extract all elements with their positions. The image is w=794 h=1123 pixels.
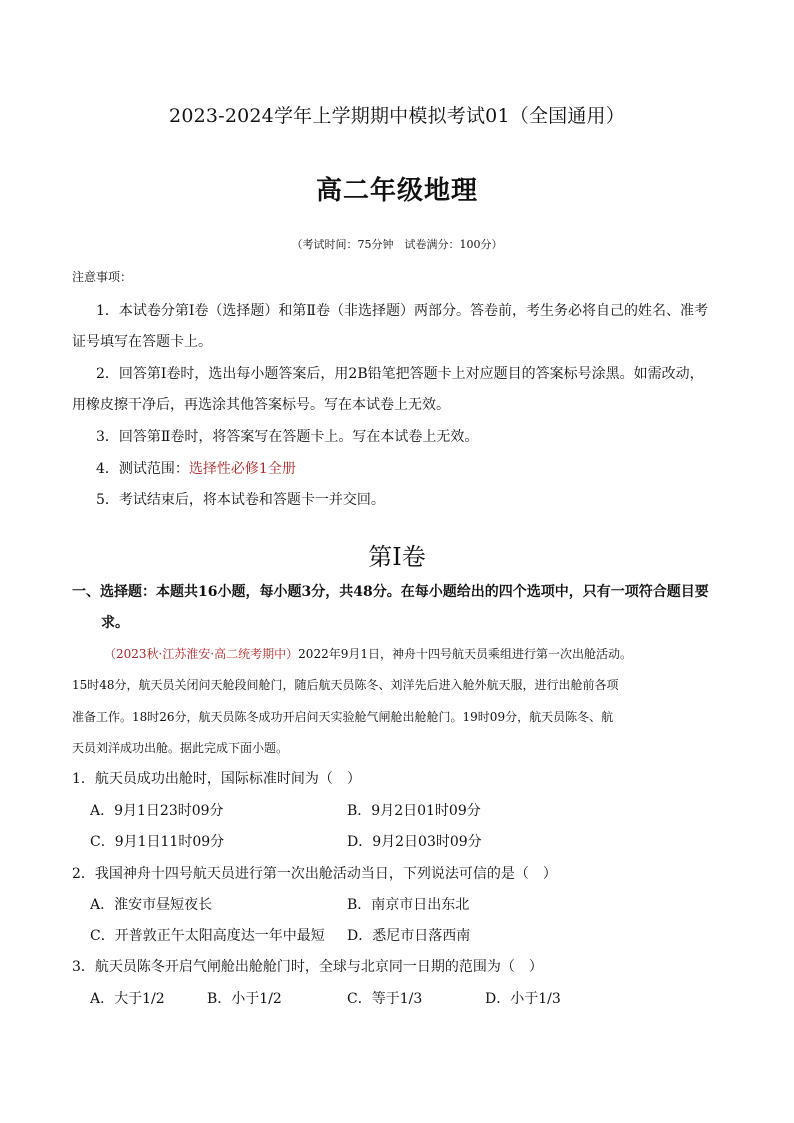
section-instructions-b: 求。 [101,615,129,631]
section-title: 第Ⅰ卷 [368,543,426,571]
note-1b: 证号填写在答题卡上。 [72,334,212,350]
question-2-option-d: D．悉尼市日落西南 [347,928,471,944]
question-3-option-d: D．小于1/3 [485,991,561,1007]
notes-heading: 注意事项： [72,270,133,284]
question-3-option-a: A．大于1/2 [90,991,165,1007]
passage-line-2: 15时48分，航天员关闭问天舱段间舱门，随后航天员陈冬、刘洋先后进入舱外航天服，进行出舱前各项 [72,678,619,692]
question-3-stem: 3．航天员陈冬开启气闸舱出舱舱门时，全球与北京同一日期的范围为（ ） [72,959,543,975]
question-3-option-c: C．等于1/3 [347,991,423,1007]
note-4-scope: 选择性必修1全册 [188,461,296,477]
question-1-option-c: C．9月1日11时09分 [90,834,225,850]
exam-subject: 高二年级地理 [315,176,478,206]
question-1-option-b: B．9月2日01时09分 [347,803,481,819]
exam-title: 2023-2024学年上学期期中模拟考试01（全国通用） [169,105,625,127]
passage-text-1: 2022年9月1日，神舟十四号航天员乘组进行第一次出舱活动。 [298,647,632,661]
question-3-option-b: B．小于1/2 [207,991,282,1007]
question-2-option-a: A．淮安市昼短夜长 [90,897,213,913]
note-5: 5．考试结束后，将本试卷和答题卡一并交回。 [96,492,385,508]
note-1a: 1．本试卷分第Ⅰ卷（选择题）和第Ⅱ卷（非选择题）两部分。答卷前，考生务必将自己的姓名、准考 [96,303,708,319]
section-instructions-a: 一、选择题：本题共16小题，每小题3分，共48分。在每小题给出的四个选项中，只有一项符合题目要 [72,584,709,600]
note-2a: 2．回答第Ⅰ卷时，选出每小题答案后，用2B铅笔把答题卡上对应题目的答案标号涂黑。如需改动， [96,366,704,382]
note-2b: 用橡皮擦干净后，再选涂其他答案标号。写在本试卷上无效。 [72,397,450,413]
note-3: 3．回答第Ⅱ卷时，将答案写在答题卡上。写在本试卷上无效。 [96,429,479,445]
note-4 [96,458,296,478]
note-4-prefix: 4．测试范围： [96,461,189,477]
passage-source: （2023秋·江苏淮安·高二统考期中） [104,647,299,661]
question-1-option-d: D．9月2日03时09分 [347,834,482,850]
passage-line-3: 准备工作。18时26分，航天员陈冬成功开启问天实验舱气闸舱出舱舱门。19时09分，航天员陈冬、航 [72,710,614,724]
passage-line-4: 天员刘洋成功出舱。据此完成下面小题。 [72,741,289,755]
exam-info: （考试时间：75分钟 试卷满分：100分） [291,238,503,251]
question-2-option-b: B．南京市日出东北 [347,897,470,913]
question-1-option-a: A．9月1日23时09分 [90,803,224,819]
passage-line-1 [104,645,632,662]
question-1-stem: 1．航天员成功出舱时，国际标准时间为（ ） [72,771,361,787]
question-2-stem: 2．我国神舟十四号航天员进行第一次出舱活动当日，下列说法可信的是（ ） [72,866,557,882]
question-2-option-c: C．开普敦正午太阳高度达一年中最短 [90,928,325,944]
